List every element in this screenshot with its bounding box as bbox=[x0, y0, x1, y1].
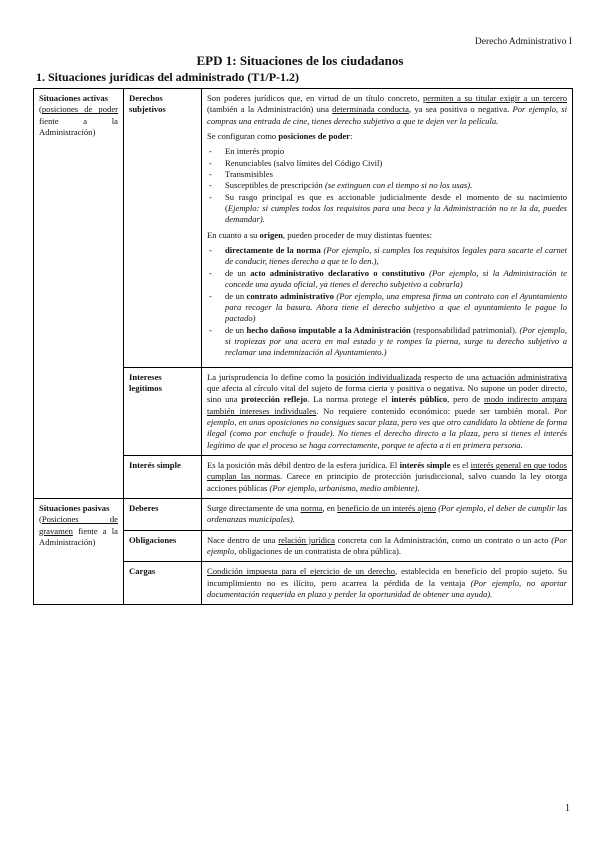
running-header: Derecho Administrativo I bbox=[474, 37, 572, 47]
list-item: - Renunciables (salvo límites del Código Civil) bbox=[225, 158, 567, 169]
situations-table bbox=[33, 88, 573, 605]
derechos-definition: Son poderes jurídicos que, en virtud de un título concreto, permiten a su titular exigir a un tercero (también a la Administración) una determinada conducta, ya sea positiva o negativa. Por ejemplo, si compras una entrada de cine, tienes derecho subjetivo a que te dejen ver la película. bbox=[207, 93, 568, 126]
page-title: EPD 1: Situaciones de los ciudadanos bbox=[196, 53, 404, 68]
list-item: - de un contrato administrativo (Por ejemplo, una empresa firma un contrato con el Ayuntamiento para recoger la basura. Ahora tiene el derecho subjetivo a que el ayuntamiento le pague lo pactado) bbox=[225, 291, 567, 325]
cargas-label: Cargas bbox=[124, 562, 202, 605]
simple-label: Interés simple bbox=[124, 455, 202, 498]
list-item: - En interés propio bbox=[225, 146, 567, 157]
obligaciones-label: Obligaciones bbox=[124, 530, 202, 562]
active-category-note: (posiciones de poder fiente a la Administración) bbox=[39, 104, 118, 138]
derechos-config-intro: Se configuran como posiciones de poder: bbox=[207, 131, 353, 142]
deberes-label: Deberes bbox=[124, 499, 202, 531]
cargas-description: Condición impuesta para el ejercicio de un derecho, establecida en beneficio del propio sujeto. Su incumplimiento no es ilícito, pero acarrea la pérdida de la ventaja (Por ejemplo, no aportar documentación requerida en plazo y perder la oportunidad de obtener una ayuda). bbox=[202, 562, 573, 605]
list-item: - Transmisibles bbox=[225, 169, 567, 180]
page-number: 1 bbox=[565, 803, 570, 814]
intereses-description: La jurisprudencia lo define como la posición individualizada respecto de una actuación administrativa que afecta al círculo vital del sujeto de forma cierta y positiva o negativa. No supone un poder directo, sino una protección reflejo. La norma protege el interés público, pero de modo indirecto ampara también intereses individuales. No requiere contenido económico: puede ser también moral. Por ejemplo, en unas oposiciones no consigues sacar plaza, pero ves que otro candidato la obtiene de forma ilegal (como por enchufe o fraude). No tienes el derecho directo a la plaza, pero si tienes el interés legítimo de que el proceso se haga correctamente, porque te afecta a ti en primera persona. bbox=[202, 367, 573, 455]
list-item: - directamente de la norma (Por ejemplo, si cumples los requisitos legales para sacarte el carnet de conducir, tienes derecho a que te lo den.), bbox=[225, 245, 567, 268]
active-category-title: Situaciones activas bbox=[39, 93, 108, 103]
derechos-properties-list bbox=[207, 146, 567, 225]
derechos-label: Derechos subjetivos bbox=[124, 89, 202, 368]
simple-description: Es la posición más débil dentro de la esfera jurídica. El interés simple es el interés general en que todos cumplan las normas. Carece en principio de protección jurisdiccional, salvo cuando la ley otorga acciones públicas (Por ejemplo, urbanismo, medio ambiente). bbox=[202, 455, 573, 498]
table-row bbox=[34, 499, 573, 531]
derechos-description bbox=[202, 89, 573, 368]
list-item: - de un acto administrativo declarativo o constitutivo (Por ejemplo, si la Administración te concede una ayuda oficial, ya tienes el derecho subjetivo a cobrarla) bbox=[225, 268, 567, 291]
passive-category-note: (Posiciones de gravamen fiente a la Administración) bbox=[39, 514, 118, 548]
table-row bbox=[34, 89, 573, 368]
list-item: - Susceptibles de prescripción (se extinguen con el tiempo si no los usas). bbox=[225, 180, 567, 191]
derechos-origin-intro: En cuanto a su origen, pueden proceder de muy distintas fuentes: bbox=[207, 229, 433, 240]
intereses-label: Intereses legítimos bbox=[124, 367, 202, 455]
section-heading: 1. Situaciones jurídicas del administrado (T1/P-1.2) bbox=[36, 70, 300, 84]
list-item: - de un hecho dañoso imputable a la Administración (responsabilidad patrimonial). (Por ejemplo, si tropiezas por una acera en mal estado y te rompes la pierna, surge tu derecho subjetivo a reclamar una indemnización al Ayuntamiento.) bbox=[225, 325, 567, 359]
obligaciones-description: Nace dentro de una relación jurídica concreta con la Administración, como un contrato o un acto (Por ejemplo, obligaciones de un contratista de obra pública). bbox=[202, 530, 573, 562]
list-item: - Su rasgo principal es que es accionable judicialmente desde el momento de su nacimiento (Ejemplo: si cumples todos los requisitos para una beca y la Administración no te la da, puedes demandar). bbox=[225, 192, 567, 226]
deberes-description: Surge directamente de una norma, en beneficio de un interés ajeno (Por ejemplo, el deber de cumplir las ordenanzas municipales). bbox=[202, 499, 573, 531]
derechos-sources-list bbox=[207, 245, 567, 358]
passive-category-title: Situaciones pasivas bbox=[39, 503, 110, 513]
passive-category-cell bbox=[34, 499, 124, 605]
active-category-cell bbox=[34, 89, 124, 499]
